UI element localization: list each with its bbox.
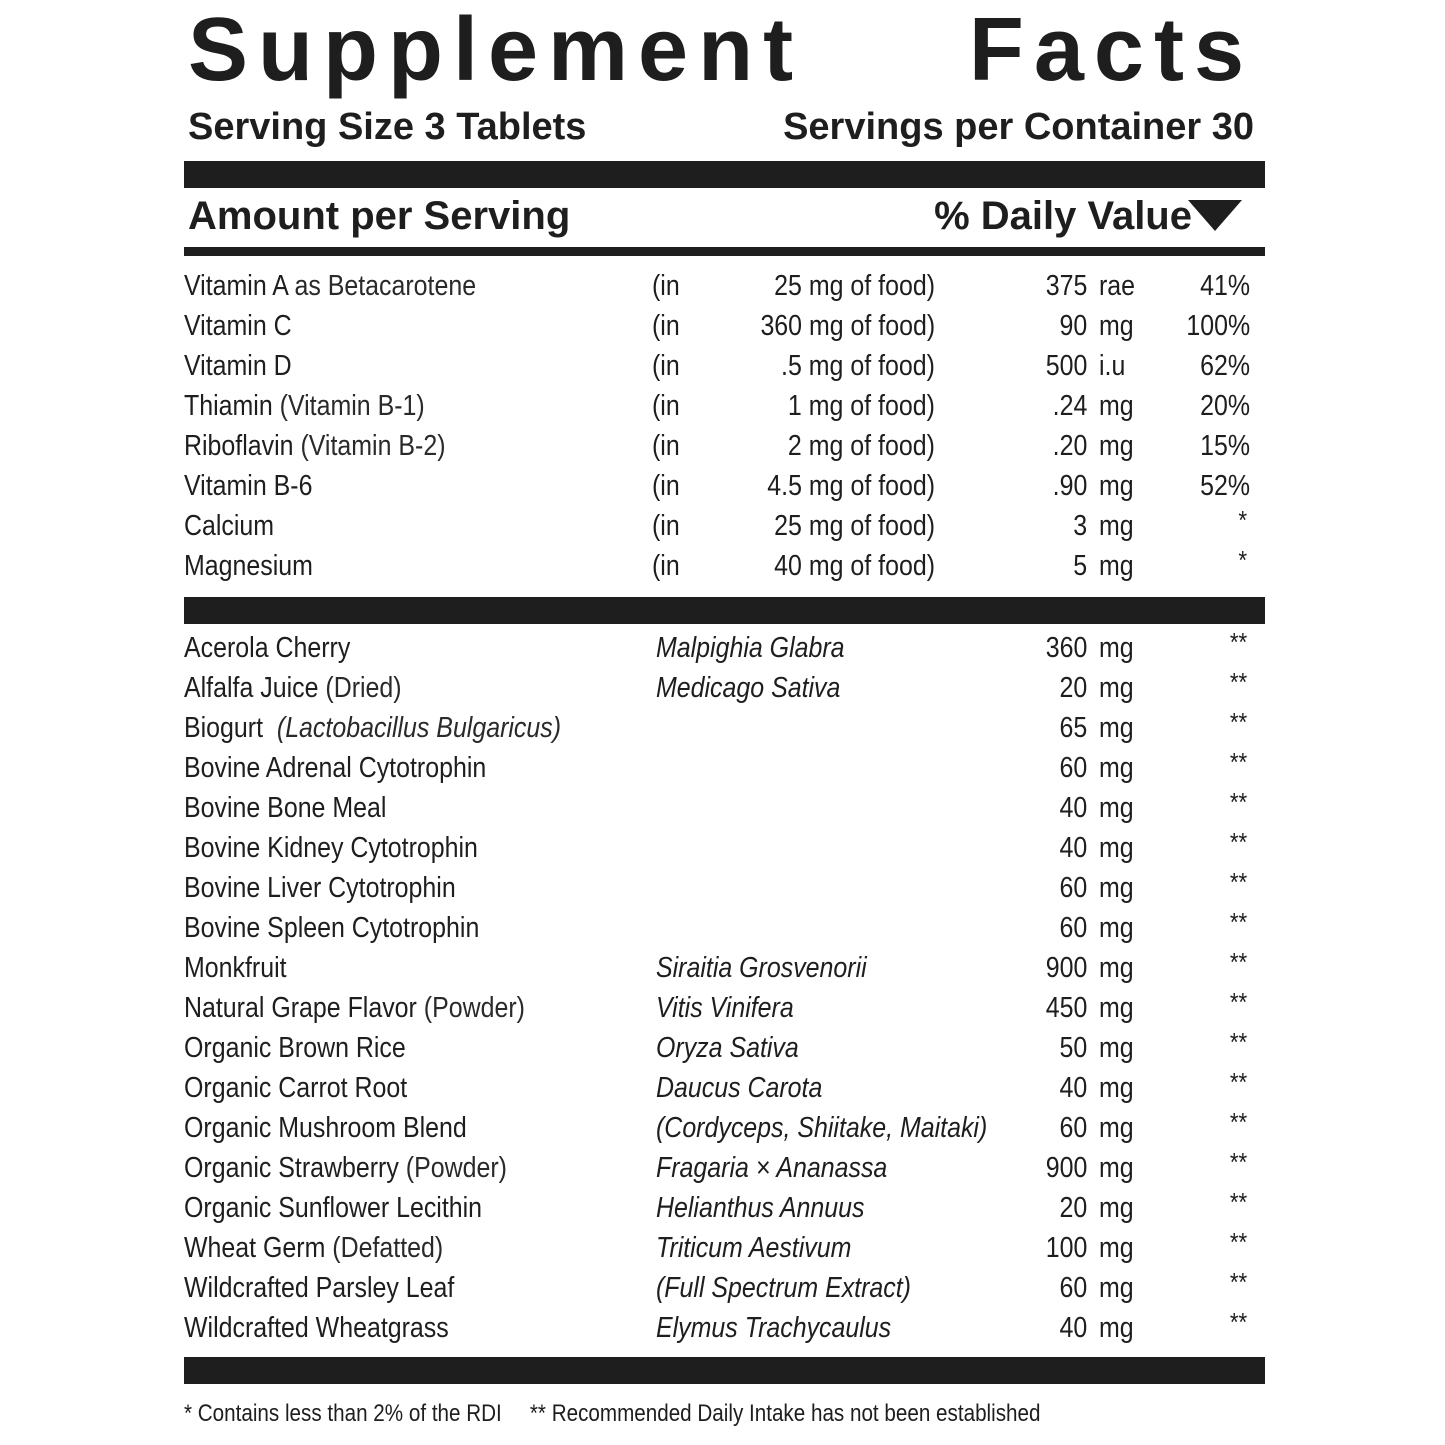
amount-unit: mg — [1099, 1112, 1134, 1144]
serving-size: Serving Size 3 Tablets — [188, 106, 587, 148]
food-source-amount: 4.5 mg of food) — [767, 470, 935, 502]
ingredient-name — [184, 1268, 454, 1308]
daily-value-marker: ** — [1229, 867, 1247, 897]
ingredient-name-qualifier: (Dried) — [318, 672, 402, 704]
vitamin-row — [0, 466, 1445, 506]
amount-unit: mg — [1099, 792, 1134, 824]
nutrient-name-text: Thiamin — [184, 390, 273, 422]
ingredient-row — [0, 708, 1445, 748]
daily-value-label: % Daily Value — [934, 194, 1192, 238]
amount-value: 20 — [1059, 672, 1087, 704]
amount-value: 60 — [1059, 752, 1087, 784]
amount-value: 40 — [1059, 832, 1087, 864]
nutrient-name-text: Calcium — [184, 510, 275, 542]
ingredient-row — [0, 988, 1445, 1028]
amount-unit: mg — [1099, 672, 1134, 704]
amount-value: 360 — [1045, 632, 1087, 664]
ingredient-name-text: Alfalfa Juice — [184, 672, 319, 704]
column-header — [188, 191, 1250, 241]
ingredient-row — [0, 668, 1445, 708]
ingredient-name — [184, 948, 287, 988]
amount-unit: mg — [1099, 1072, 1134, 1104]
amount-value: 50 — [1059, 1032, 1087, 1064]
ingredient-name — [184, 1228, 443, 1268]
ingredient-name — [184, 1188, 482, 1228]
food-source-amount: 1 mg of food) — [788, 390, 935, 422]
ingredient-row — [0, 1308, 1445, 1348]
food-source-amount: 2 mg of food) — [788, 430, 935, 462]
ingredient-name-text: Acerola Cherry — [184, 632, 351, 664]
amount-value: .24 — [1052, 390, 1087, 422]
nutrient-name-text: Riboflavin — [184, 430, 294, 462]
daily-value-percent: * — [1238, 545, 1247, 575]
amount-unit: mg — [1099, 1152, 1134, 1184]
daily-value-marker: ** — [1229, 627, 1247, 657]
thick-divider-top — [184, 161, 1265, 188]
thick-divider-bottom — [184, 1357, 1265, 1384]
daily-value-marker: ** — [1229, 1067, 1247, 1097]
ingredient-name-qualifier: (Powder) — [398, 1152, 507, 1184]
food-source-amount: 25 mg of food) — [774, 510, 935, 542]
ingredient-row — [0, 748, 1445, 788]
amount-unit: mg — [1099, 872, 1134, 904]
ingredient-name — [184, 1308, 449, 1348]
daily-value-marker: ** — [1229, 827, 1247, 857]
nutrient-name — [184, 546, 313, 586]
amount-unit: mg — [1099, 952, 1134, 984]
food-source-prefix: (in — [652, 430, 680, 462]
title-word-facts: Facts — [968, 0, 1254, 100]
amount-value: 100 — [1045, 1232, 1087, 1264]
ingredient-row — [0, 1268, 1445, 1308]
ingredient-name-text: Wildcrafted Parsley Leaf — [184, 1272, 455, 1304]
amount-per-serving-label: Amount per Serving — [188, 194, 571, 238]
amount-unit: mg — [1099, 510, 1134, 542]
ingredient-name — [184, 828, 478, 868]
daily-value-marker: ** — [1229, 1027, 1247, 1057]
daily-value-marker: ** — [1229, 1147, 1247, 1177]
ingredient-row — [0, 1068, 1445, 1108]
panel-title — [188, 0, 1254, 100]
nutrient-name — [184, 506, 274, 546]
thin-divider — [184, 247, 1265, 256]
footnote-single-asterisk: * Contains less than 2% of the RDI — [184, 1400, 502, 1427]
amount-value: 65 — [1059, 712, 1087, 744]
amount-unit: mg — [1099, 712, 1134, 744]
amount-unit: mg — [1099, 1312, 1134, 1344]
daily-value-percent: 15% — [1200, 430, 1250, 462]
ingredient-name-text: Organic Mushroom Blend — [184, 1112, 467, 1144]
food-source-prefix: (in — [652, 390, 680, 422]
triangle-down-icon — [1188, 200, 1242, 231]
ingredient-name-text: Organic Brown Rice — [184, 1032, 406, 1064]
ingredient-row — [0, 948, 1445, 988]
scientific-name: Helianthus Annuus — [656, 1192, 865, 1224]
ingredient-name-qualifier: (Defatted) — [325, 1232, 444, 1264]
daily-value-percent: 100% — [1186, 310, 1250, 342]
amount-value: 500 — [1045, 350, 1087, 382]
daily-value-marker: ** — [1229, 907, 1247, 937]
daily-value-marker: ** — [1229, 1267, 1247, 1297]
amount-value: 5 — [1073, 550, 1087, 582]
scientific-name: (Full Spectrum Extract) — [656, 1272, 911, 1304]
ingredient-name-text: Organic Strawberry — [184, 1152, 399, 1184]
food-source-prefix: (in — [652, 350, 680, 382]
footnote-double-asterisk: ** Recommended Daily Intake has not been established — [529, 1400, 1041, 1427]
vitamin-list — [0, 266, 1445, 586]
amount-value: 60 — [1059, 872, 1087, 904]
amount-unit: mg — [1099, 752, 1134, 784]
amount-unit: mg — [1099, 550, 1134, 582]
amount-unit: mg — [1099, 1192, 1134, 1224]
amount-unit: mg — [1099, 1032, 1134, 1064]
ingredient-name — [184, 908, 479, 948]
amount-value: 900 — [1045, 952, 1087, 984]
ingredient-row — [0, 828, 1445, 868]
vitamin-row — [0, 426, 1445, 466]
daily-value-percent: 62% — [1200, 350, 1250, 382]
amount-unit: mg — [1099, 992, 1134, 1024]
daily-value-marker: ** — [1229, 707, 1247, 737]
vitamin-row — [0, 386, 1445, 426]
nutrient-name — [184, 386, 425, 426]
food-source-amount: 25 mg of food) — [774, 270, 935, 302]
daily-value-marker: ** — [1229, 787, 1247, 817]
ingredient-row — [0, 1148, 1445, 1188]
ingredient-name — [184, 668, 402, 708]
ingredient-row — [0, 1028, 1445, 1068]
ingredient-name-text: Natural Grape Flavor — [184, 992, 417, 1024]
nutrient-name — [184, 426, 446, 466]
amount-value: 60 — [1059, 1272, 1087, 1304]
ingredient-name — [184, 1148, 507, 1188]
ingredient-list — [0, 628, 1445, 1348]
amount-value: 900 — [1045, 1152, 1087, 1184]
amount-unit: i.u — [1099, 350, 1126, 382]
nutrient-name-qualifier: (Vitamin B-1) — [272, 390, 425, 422]
vitamin-row — [0, 306, 1445, 346]
ingredient-name — [184, 1068, 407, 1108]
daily-value-percent: 52% — [1200, 470, 1250, 502]
ingredient-name — [184, 868, 456, 908]
ingredient-name-qualifier: (Lactobacillus Bulgaricus) — [263, 712, 562, 744]
nutrient-name-text: Vitamin B-6 — [184, 470, 313, 502]
nutrient-name-text: Magnesium — [184, 550, 313, 582]
amount-value: 40 — [1059, 792, 1087, 824]
amount-unit: mg — [1099, 310, 1134, 342]
ingredient-name-text: Bovine Kidney Cytotrophin — [184, 832, 478, 864]
amount-value: 450 — [1045, 992, 1087, 1024]
amount-unit: mg — [1099, 832, 1134, 864]
footnotes — [184, 1396, 1130, 1432]
daily-value-marker: ** — [1229, 1187, 1247, 1217]
daily-value-marker: ** — [1229, 1227, 1247, 1257]
ingredient-row — [0, 628, 1445, 668]
ingredient-name-text: Bovine Bone Meal — [184, 792, 387, 824]
ingredient-name-text: Monkfruit — [184, 952, 287, 984]
ingredient-row — [0, 868, 1445, 908]
amount-value: 375 — [1045, 270, 1087, 302]
ingredient-row — [0, 1108, 1445, 1148]
amount-unit: mg — [1099, 390, 1134, 422]
nutrient-name — [184, 346, 292, 386]
servings-per-container: Servings per Container 30 — [783, 106, 1254, 148]
food-source-prefix: (in — [652, 270, 680, 302]
amount-unit: mg — [1099, 470, 1134, 502]
amount-unit: mg — [1099, 912, 1134, 944]
ingredient-name-text: Bovine Spleen Cytotrophin — [184, 912, 480, 944]
food-source-amount: 40 mg of food) — [774, 550, 935, 582]
ingredient-name-text: Organic Sunflower Lecithin — [184, 1192, 483, 1224]
ingredient-row — [0, 788, 1445, 828]
daily-value-percent: 41% — [1200, 270, 1250, 302]
ingredient-name — [184, 748, 486, 788]
nutrient-name-text: Vitamin C — [184, 310, 292, 342]
amount-unit: rae — [1099, 270, 1136, 302]
daily-value-marker: ** — [1229, 1307, 1247, 1337]
amount-value: 3 — [1073, 510, 1087, 542]
nutrient-name — [184, 266, 476, 306]
vitamin-row — [0, 346, 1445, 386]
ingredient-name-text: Wheat Germ — [184, 1232, 326, 1264]
vitamin-row — [0, 546, 1445, 586]
thick-divider-middle — [184, 597, 1265, 624]
amount-value: 40 — [1059, 1312, 1087, 1344]
daily-value-marker: ** — [1229, 747, 1247, 777]
ingredient-name-text: Bovine Liver Cytotrophin — [184, 872, 456, 904]
ingredient-name-text: Bovine Adrenal Cytotrophin — [184, 752, 487, 784]
amount-value: 20 — [1059, 1192, 1087, 1224]
amount-unit: mg — [1099, 632, 1134, 664]
vitamin-row — [0, 266, 1445, 306]
ingredient-name-text: Organic Carrot Root — [184, 1072, 408, 1104]
scientific-name: Malpighia Glabra — [656, 632, 845, 664]
food-source-amount: 360 mg of food) — [760, 310, 935, 342]
scientific-name: Fragaria × Ananassa — [656, 1152, 888, 1184]
daily-value-marker: ** — [1229, 987, 1247, 1017]
amount-value: 40 — [1059, 1072, 1087, 1104]
food-source-prefix: (in — [652, 470, 680, 502]
ingredient-name — [184, 628, 350, 668]
food-source-prefix: (in — [652, 310, 680, 342]
daily-value-marker: ** — [1229, 947, 1247, 977]
nutrient-name-qualifier: as Betacarotene — [287, 270, 477, 302]
nutrient-name — [184, 466, 312, 506]
ingredient-name — [184, 1108, 467, 1148]
amount-value: 60 — [1059, 1112, 1087, 1144]
title-word-supplement: Supplement — [188, 0, 804, 100]
vitamin-row — [0, 506, 1445, 546]
amount-value: .20 — [1052, 430, 1087, 462]
amount-unit: mg — [1099, 1272, 1134, 1304]
ingredient-row — [0, 1228, 1445, 1268]
ingredient-name-text: Biogurt — [184, 712, 264, 744]
amount-unit: mg — [1099, 430, 1134, 462]
food-source-prefix: (in — [652, 510, 680, 542]
scientific-name: Siraitia Grosvenorii — [656, 952, 867, 984]
nutrient-name — [184, 306, 292, 346]
amount-value: .90 — [1052, 470, 1087, 502]
scientific-name: Vitis Vinifera — [656, 992, 794, 1024]
ingredient-name — [184, 708, 561, 748]
scientific-name: Medicago Sativa — [656, 672, 841, 704]
food-source-prefix: (in — [652, 550, 680, 582]
food-source-amount: .5 mg of food) — [781, 350, 935, 382]
ingredient-name — [184, 1028, 406, 1068]
amount-unit: mg — [1099, 1232, 1134, 1264]
nutrient-name-text: Vitamin A — [184, 270, 288, 302]
scientific-name: Oryza Sativa — [656, 1032, 799, 1064]
daily-value-marker: ** — [1229, 1107, 1247, 1137]
ingredient-name-qualifier: (Powder) — [416, 992, 525, 1024]
amount-value: 60 — [1059, 912, 1087, 944]
ingredient-row — [0, 908, 1445, 948]
amount-value: 90 — [1059, 310, 1087, 342]
nutrient-name-qualifier: (Vitamin B-2) — [293, 430, 446, 462]
daily-value-percent: 20% — [1200, 390, 1250, 422]
nutrient-name-text: Vitamin D — [184, 350, 292, 382]
ingredient-name-text: Wildcrafted Wheatgrass — [184, 1312, 449, 1344]
ingredient-name — [184, 988, 525, 1028]
ingredient-name — [184, 788, 386, 828]
scientific-name: Triticum Aestivum — [656, 1232, 852, 1264]
daily-value-marker: ** — [1229, 667, 1247, 697]
scientific-name: Elymus Trachycaulus — [656, 1312, 892, 1344]
scientific-name: Daucus Carota — [656, 1072, 823, 1104]
daily-value-percent: * — [1238, 505, 1247, 535]
scientific-name: (Cordyceps, Shiitake, Maitaki) — [656, 1112, 988, 1144]
ingredient-row — [0, 1188, 1445, 1228]
